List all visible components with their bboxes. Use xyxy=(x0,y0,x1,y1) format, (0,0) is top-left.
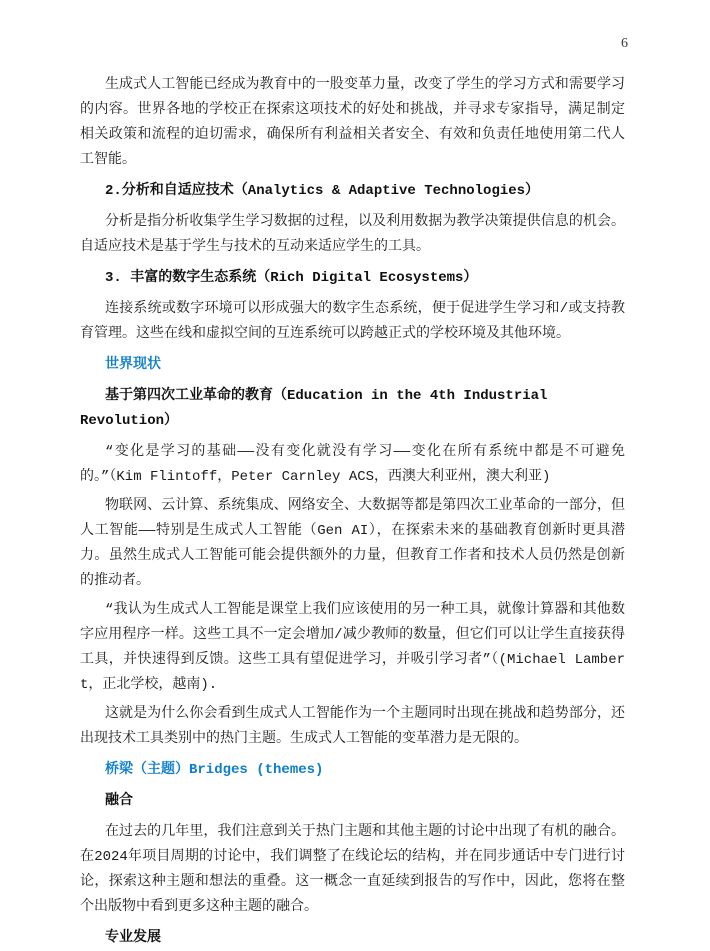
paragraph-gen-ai-transformative: 生成式人工智能已经成为教育中的一股变革力量，改变了学生的学习方式和需要学习的内容。世界各地的学校正在探索这项技术的好处和挑战，并寻求专家指导，满足制定相关政策和流程的迫切需求，确保所有利益相关者安全、有效和负责任地使用第二代人工智能。 xyxy=(80,77,625,168)
heading-professional-development: 专业发展 xyxy=(105,930,161,946)
section-heading-bridges-themes: 桥梁（主题）Bridges (themes) xyxy=(105,762,324,778)
heading-analytics-adaptive-technologies: 2.分析和自适应技术（Analytics & Adaptive Technologies） xyxy=(105,183,540,199)
paragraph-gen-ai-theme-trends: 这就是为什么你会看到生成式人工智能作为一个主题同时出现在挑战和趋势部分，还出现技术工具类别中的热门主题。生成式人工智能的变革潜力是无限的。 xyxy=(80,706,625,747)
paragraph-analytics-definition: 分析是指分析收集学生学习数据的过程，以及利用数据为教学决策提供信息的机会。自适应技术是基于学生与技术的互动来适应学生的工具。 xyxy=(80,214,625,255)
heading-education-4th-industrial-revolution: 基于第四次工业革命的教育（Education in the 4th Industrial Revolution） xyxy=(80,388,548,429)
page-number: 6 xyxy=(621,36,628,51)
paragraph-digital-ecosystems: 连接系统或数字环境可以形成强大的数字生态系统，便于促进学生学习和/或支持教育管理。这些在线和虚拟空间的互连系统可以跨越正式的学校环境及其他环境。 xyxy=(80,301,625,342)
paragraph-convergence-description: 在过去的几年里，我们注意到关于热门主题和其他主题的讨论中出现了有机的融合。在2024年项目周期的讨论中，我们调整了在线论坛的结构，并在同步通话中专门进行讨论，探索这种主题和想法的重叠。这一概念一直延续到报告的写作中，因此，您将在整个出版物中看到更多这种主题的融合。 xyxy=(80,824,625,915)
section-heading-world-status: 世界现状 xyxy=(105,357,161,373)
heading-convergence: 融合 xyxy=(105,793,133,809)
paragraph-iot-cloud-gen-ai: 物联网、云计算、系统集成、网络安全、大数据等都是第四次工业革命的一部分，但人工智能——特别是生成式人工智能（Gen AI），在探索未来的基础教育创新时更具潜力。虽然生成式人工智能可能会提供额外的力量，但教育工作者和技术人员仍然是创新的推动者。 xyxy=(80,498,625,589)
heading-rich-digital-ecosystems: 3. 丰富的数字生态系统（Rich Digital Ecosystems） xyxy=(105,270,478,286)
paragraph-quote-michael-lambert: “我认为生成式人工智能是课堂上我们应该使用的另一种工具，就像计算器和其他数字应用程序一样。这些工具不一定会增加/减少教师的数量，但它们可以让学生直接获得工具，并快速得到反馈。这些工具有望促进学习，并吸引学习者”（(Michael Lambert，正北学校，越南). xyxy=(80,602,625,693)
paragraph-quote-kim-flintoff: “变化是学习的基础——没有变化就没有学习——变化在所有系统中都是不可避免的。”（Kim Flintoff，Peter Carnley ACS，西澳大利亚州，澳大利亚) xyxy=(80,444,625,485)
